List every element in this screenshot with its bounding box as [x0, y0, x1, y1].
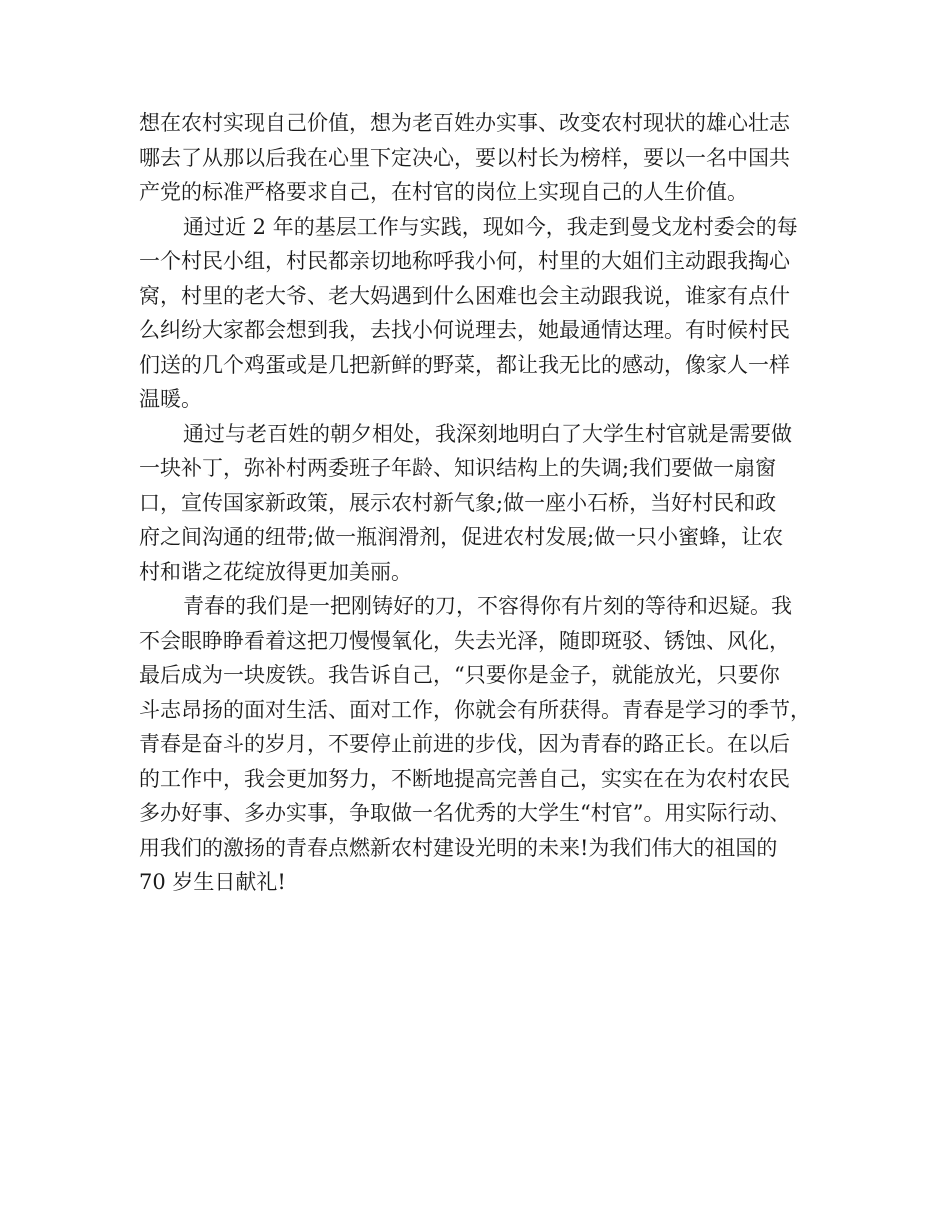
text-line: 一块补丁，弥补村两委班子年龄、知识结构上的失调;我们要做一扇窗 — [139, 456, 777, 480]
text-line: 温暖。 — [139, 387, 202, 411]
paragraph-1 — [139, 106, 821, 210]
document-body — [139, 106, 821, 900]
text-line: 70 岁生日献礼! — [139, 870, 286, 894]
text-line: 们送的几个鸡蛋或是几把新鲜的野菜，都让我无比的感动，像家人一样 — [139, 352, 790, 377]
text-line: 最后成为一块废铁。我告诉自己，“只要你是金子，就能放光，只要你 — [139, 663, 780, 687]
text-line: 用我们的激扬的青春点燃新农村建设光明的未来!为我们伟大的祖国的 — [139, 835, 778, 860]
text-line: 想在农村实现自己价值，想为老百姓办实事、改变农村现状的雄心壮志 — [139, 111, 790, 135]
text-line: 产党的标准严格要求自己，在村官的岗位上实现自己的人生价值。 — [139, 180, 748, 204]
text-line: 口，宣传国家新政策，展示农村新气象;做一座小石桥，当好村民和政 — [139, 490, 777, 515]
text-line: 通过与老百姓的朝夕相处，我深刻地明白了大学生村官就是需要做 — [183, 421, 792, 446]
paragraph-2 — [139, 210, 821, 417]
text-line: 的工作中，我会更加努力，不断地提高完善自己，实实在在为农村农民 — [139, 766, 790, 791]
text-line: 不会眼睁睁看着这把刀慢慢氧化，失去光泽，随即斑驳、锈蚀、风化， — [139, 628, 790, 653]
text-line: 窝，村里的老大爷、老大妈遇到什么困难也会主动跟我说，谁家有点什 — [139, 283, 790, 308]
text-line: 青春是奋斗的岁月，不要停止前进的步伐，因为青春的路正长。在以后 — [139, 732, 790, 756]
text-line: 多办好事、多办实事，争取做一名优秀的大学生“村官”。用实际行动、 — [139, 801, 791, 825]
text-line: 青春的我们是一把刚铸好的刀，不容得你有片刻的等待和迟疑。我 — [183, 594, 792, 618]
text-line: 哪去了从那以后我在心里下定决心，要以村长为榜样，要以一名中国共 — [139, 145, 790, 170]
text-line: 斗志昂扬的面对生活、面对工作，你就会有所获得。青春是学习的季节， — [139, 697, 811, 722]
text-line: 一个村民小组，村民都亲切地称呼我小何，村里的大姐们主动跟我掏心 — [139, 249, 790, 273]
text-line: 村和谐之花绽放得更加美丽。 — [139, 559, 412, 584]
text-line: 通过近 2 年的基层工作与实践，现如今，我走到曼戈龙村委会的每 — [183, 214, 798, 239]
text-line: 府之间沟通的纽带;做一瓶润滑剂，促进农村发展;做一只小蜜蜂，让农 — [139, 525, 784, 549]
paragraph-4 — [139, 589, 821, 900]
text-line: 么纠纷大家都会想到我，去找小何说理去，她最通情达理。有时候村民 — [139, 318, 790, 342]
paragraph-3 — [139, 417, 821, 590]
